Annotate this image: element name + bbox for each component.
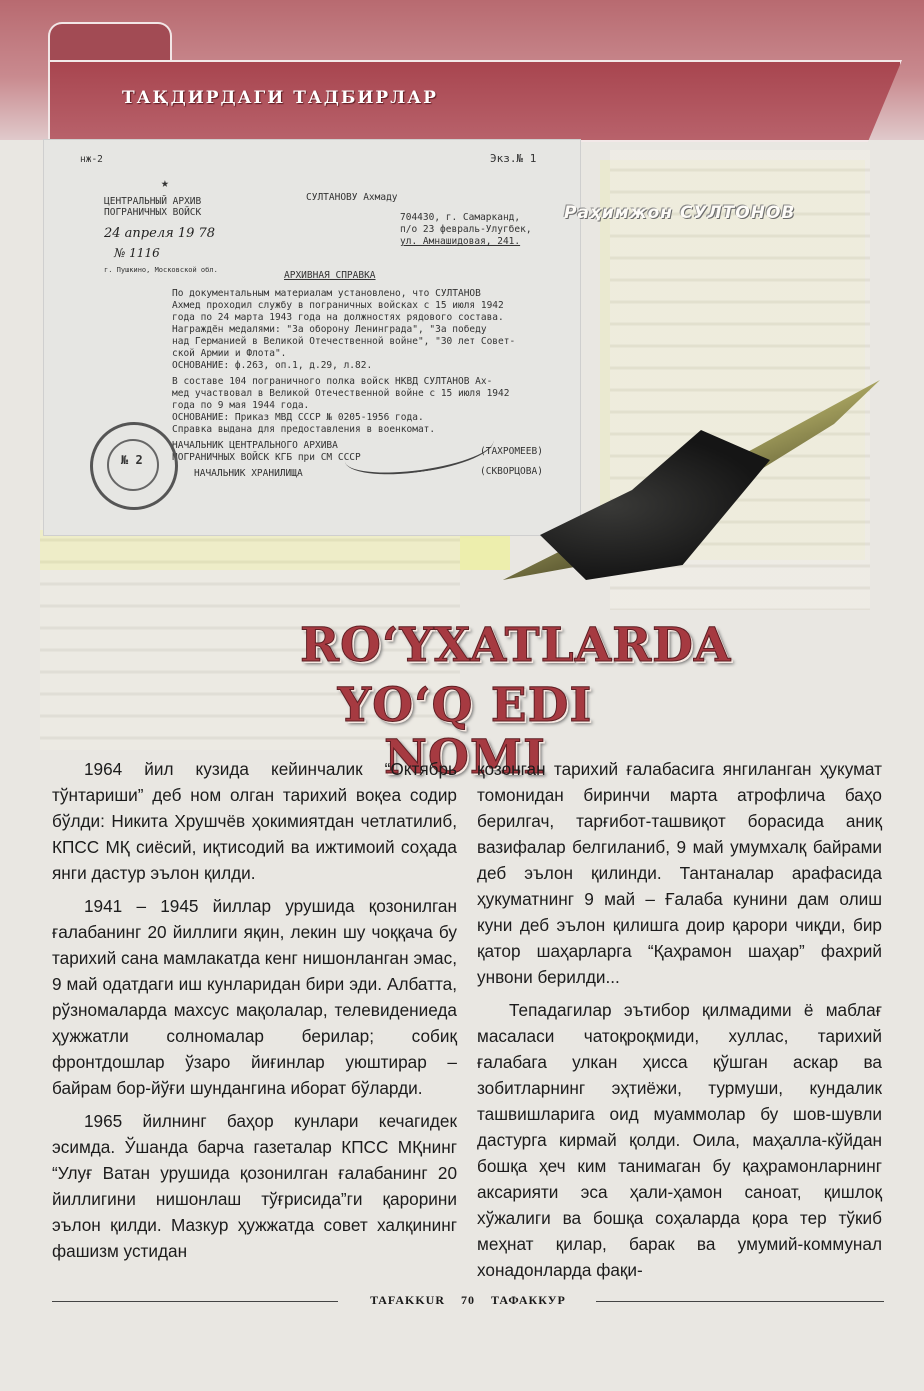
- doc-address-2: п/о 23 февраль-Улугбек,: [400, 224, 532, 235]
- folder-tab-decoration: [48, 22, 172, 64]
- paragraph: 1941 – 1945 йиллар урушида қозонилган ғалабанинг 20 йиллиги яқин, лекин шу чоққача бу тарихий сана мамлакатда кенг нишонланган эмас, 9 май одатдаги иш кунларидан бири эди. Албатта, рўзномаларда махсус мақолалар, телевидениеда ҳужжатли солномалар берилар; собиқ фронтдошлар ўзаро йиғинлар уюштирар – байрам бор-йўғи шундангина иборат бўларди.: [52, 896, 457, 1098]
- doc-ref-number: № 1116: [114, 246, 160, 260]
- footer: [340, 1293, 596, 1308]
- paragraph: 1964 йил кузида кейинчалик “Октябрь тўнтариши” деб ном олган тарихий воқеа содир бўлди: Никита Хрушчёв ҳокимиятдан четлатилиб, КПСС МҚ сиёсий, иқтисодий ва ижтимоий соҳада янги дастур эълон қилди.: [52, 759, 457, 883]
- doc-addressee: СУЛТАНОВУ Ахмаду: [306, 192, 398, 203]
- doc-corner-right: Экз.№ 1: [490, 152, 537, 165]
- footer-rule-left: [52, 1301, 338, 1302]
- footer-magazine-cyrillic: ТАФАККУР: [491, 1293, 566, 1307]
- doc-place: г. Пушкино, Московской обл.: [104, 266, 218, 274]
- doc-body-1: По документальным материалам установлено, что СУЛТАНОВ Ахмед проходил службу в пограничных войсках с 15 июля 1942 года по 24 марта 1943 года на должностях рядового состава. Награждён медалями: "За оборону Ленинграда", "За победу над Германией в Великой Отечественной войне", "30 лет Совет- ской Армии и Флота". ОСНОВАНИЕ: ф.263, оп.1, д.29, л.82.: [172, 288, 516, 371]
- paragraph: Тепадагилар эътибор қилмадими ё маблағ масаласи чатоқроқмиди, хуллас, тарихий ғалабага улкан ҳисса қўшган аскар ва зобитларнинг эҳтиёжи, турмуши, кундалик ташвишларига оид муаммолар бу шов-шувли дастурга кирмай қолди. Оила, маҳалла-кўйдан бошқа ҳеч ким танимаган бу қаҳрамонларнинг аксарияти эса ҳали-ҳамон саноат, қишлоқ хўжалиги ва бошқа соҳаларда қора тер тўкиб меҳнат қилар, барак ва умумий-коммунал хонадонларда фақи-: [477, 1000, 882, 1280]
- doc-date-line: 24 апреля 19 78: [104, 226, 216, 241]
- doc-sign-2: ПОГРАНИЧНЫХ ВОЙСК КГБ при СМ СССР: [172, 452, 361, 463]
- stamp-number: № 2: [121, 453, 143, 467]
- doc-corner-left: нж-2: [80, 154, 103, 165]
- doc-address-3: ул. Амнашидовая, 241.: [400, 236, 521, 247]
- doc-body-2: В составе 104 пограничного полка войск НКВД СУЛТАНОВ Ах- мед участвовал в Великой Отечественной войне с 15 июля 1942 года по 9 мая 1944 года. ОСНОВАНИЕ: Приказ МВД СССР № 0205-1956 года. Справка выдана для предоставления в военкомат.: [172, 376, 510, 435]
- article-title-line-2: YO‘Q EDI NOMI: [337, 678, 593, 785]
- footer-rule-right: [596, 1301, 884, 1302]
- doc-sign-name-2: (СКВОРЦОВА): [480, 466, 543, 477]
- doc-archive-name-1: ЦЕНТРАЛЬНЫЙ АРХИВ: [104, 196, 202, 207]
- paragraph: 1965 йилнинг баҳор кунлари кечагидек эсимда. Ўшанда барча газеталар КПСС МҚнинг “Улуғ Ватан урушида қозонилган ғалабанинг 20 йиллигини нишонлаш тўғрисида”ги қарорини эълон қилди. Мазкур ҳужжатда совет халқининг фашизм устидан: [52, 1111, 457, 1261]
- author-name: Раҳимжон СУЛТОНОВ: [564, 203, 796, 223]
- section-title: ТАҚДИРДАГИ ТАДБИРЛАР: [122, 88, 438, 108]
- doc-heading: АРХИВНАЯ СПРАВКА: [284, 270, 376, 281]
- article-title-line-1: RO‘YXATLARDA: [300, 618, 732, 673]
- doc-sign-name-1: (ТАХРОМЕЕВ): [480, 446, 543, 457]
- doc-address-1: 704430, г. Самарканд,: [400, 212, 521, 223]
- doc-archive-name-2: ПОГРАНИЧНЫХ ВОЙСК: [104, 207, 202, 218]
- article-column-right: [477, 756, 882, 1290]
- footer-magazine-latin: TAFAKKUR: [370, 1293, 446, 1307]
- seal-stamp: [90, 422, 178, 510]
- doc-sign-1: НАЧАЛЬНИК ЦЕНТРАЛЬНОГО АРХИВА: [172, 440, 338, 451]
- page-number: 70: [461, 1293, 476, 1307]
- archive-certificate-image: [44, 140, 580, 535]
- article-column-left: [52, 756, 457, 1271]
- doc-sign-3: НАЧАЛЬНИК ХРАНИЛИЩА: [194, 468, 303, 479]
- star-icon: ★: [161, 176, 169, 191]
- paragraph: қозонган тарихий ғалабасига янгиланган ҳукумат томонидан биринчи марта атрофлича баҳо берилгач, тарғибот-ташвиқот борасида аниқ вазифалар белгиланиб, 9 май умумхалқ байрами деб эълон қилинди. Тантаналар арафасида ҳукуматнинг 9 май – Ғалаба кунини дам олиш куни деб эълон қилишга доир қарори чиқди, бир қатор шаҳарларга “Қаҳрамон шаҳар” фахрий унвони берилди...: [477, 759, 882, 987]
